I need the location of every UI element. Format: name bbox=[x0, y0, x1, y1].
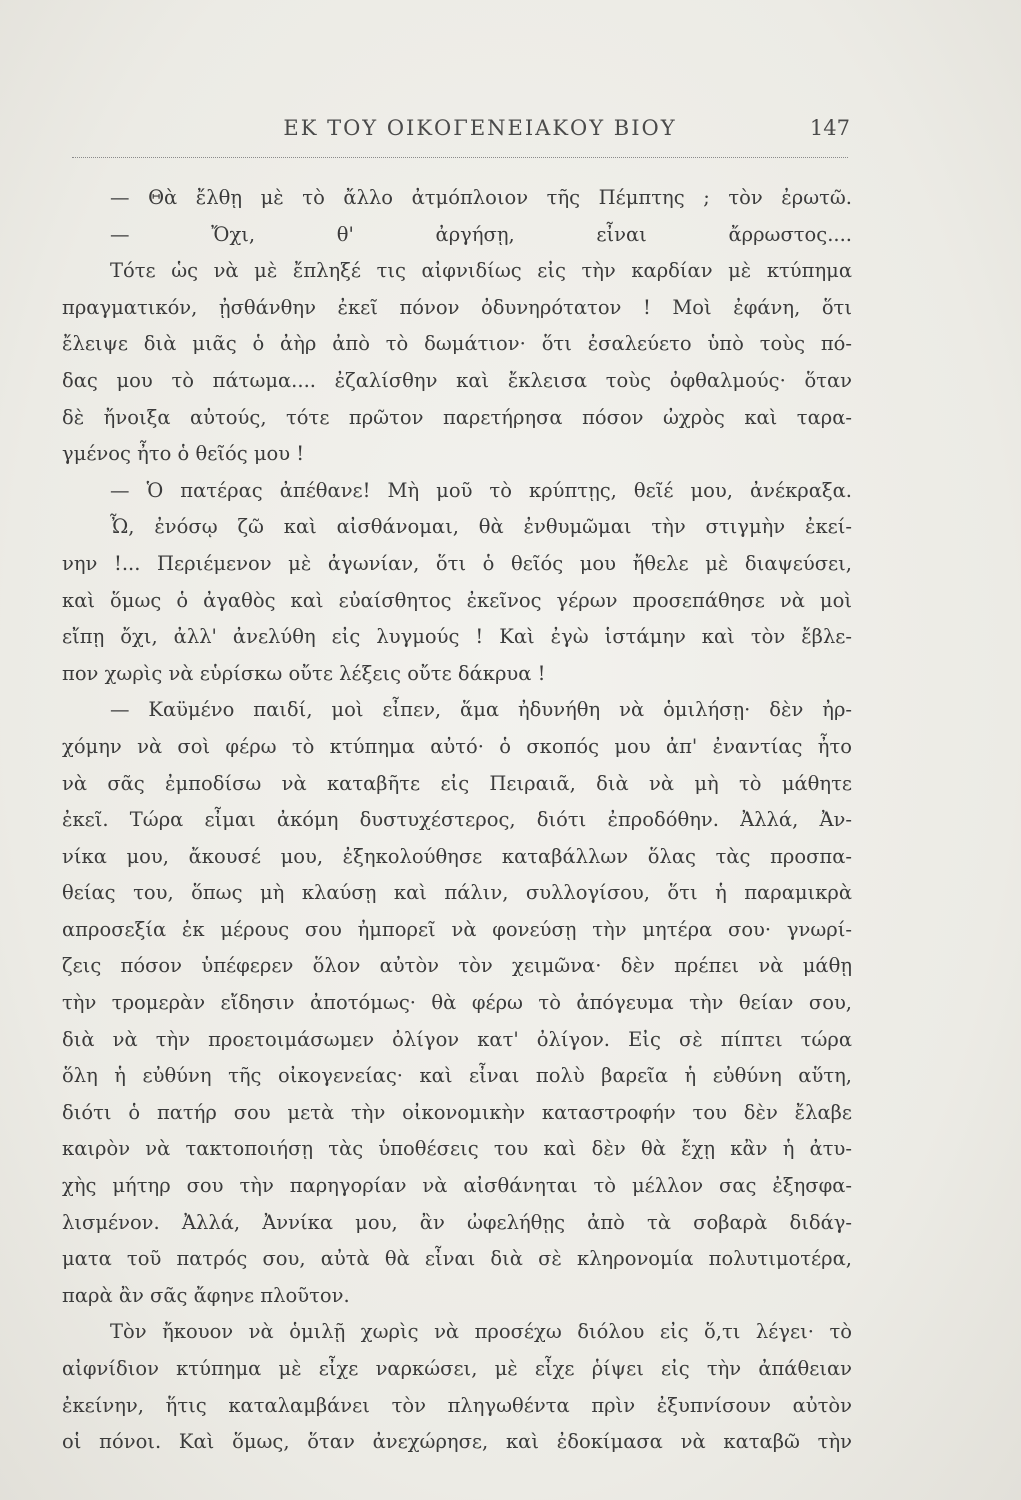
page-header bbox=[110, 116, 850, 146]
text-line: Τότε ὡς νὰ μὲ ἔπληξέ τις αἰφνιδίως εἰς τὴν καρδίαν μὲ κτύπημα bbox=[110, 259, 852, 283]
text-line: νὰ σᾶς ἐμποδίσω νὰ καταβῆτε εἰς Πειραιᾶ, διὰ νὰ μὴ τὸ μάθητε bbox=[62, 771, 852, 795]
text-line: ἐκεῖ. Τώρα εἶμαι ἀκόμη δυστυχέστερος, διότι ἐπροδόθην. Ἀλλά, Ἀν- bbox=[62, 808, 852, 832]
text-line: χὴς μήτηρ σου τὴν παρηγορίαν νὰ αἰσθάνηται τὸ μέλλον σας ἐξησφα- bbox=[62, 1174, 852, 1198]
text-line: πον χωρὶς νὰ εὑρίσκω οὔτε λέξεις οὔτε δάκρυα ! bbox=[62, 661, 546, 685]
text-line: νίκα μου, ἄκουσέ μου, ἐξηκολούθησε καταβάλλων ὅλας τὰς προσπα- bbox=[62, 844, 852, 868]
text-line: παρὰ ἂν σᾶς ἄφηνε πλοῦτον. bbox=[62, 1283, 350, 1307]
text-line: Ὦ, ἐνόσῳ ζῶ καὶ αἰσθάνομαι, θὰ ἐνθυμῶμαι τὴν στιγμὴν ἐκεί- bbox=[110, 515, 852, 539]
text-line: — Καϋμένο παιδί, μοὶ εἶπεν, ἅμα ἠδυνήθη νὰ ὁμιλήσῃ· δὲν ἠρ- bbox=[110, 698, 852, 722]
text-line: χόμην νὰ σοὶ φέρω τὸ κτύπημα αὐτό· ὁ σκοπός μου ἀπ' ἐναντίας ἦτο bbox=[62, 734, 852, 758]
text-line: ὅλη ἡ εὐθύνη τῆς οἰκογενείας· καὶ εἶναι πολὺ βαρεῖα ἡ εὐθύνη αὕτη, bbox=[62, 1064, 852, 1088]
text-line: απροσεξία ἐκ μέρους σου ἠμπορεῖ νὰ φονεύσῃ τὴν μητέρα σου· γνωρί- bbox=[62, 917, 852, 941]
text-line: διότι ὁ πατήρ σου μετὰ τὴν οἰκονομικὴν καταστροφήν του δὲν ἔλαβε bbox=[62, 1100, 852, 1124]
text-line: αἰφνίδιον κτύπημα μὲ εἶχε ναρκώσει, μὲ εἶχε ῥίψει εἰς τὴν ἀπάθειαν bbox=[62, 1357, 852, 1380]
text-line: ζεις πόσον ὑπέφερεν ὅλον αὐτὸν τὸν χειμῶνα· δὲν πρέπει νὰ μάθῃ bbox=[62, 954, 852, 978]
text-line: — Θὰ ἔλθῃ μὲ τὸ ἄλλο ἀτμόπλοιον τῆς Πέμπτης ; τὸν ἐρωτῶ. bbox=[110, 186, 852, 209]
text-line: γμένος ἦτο ὁ θεῖός μου ! bbox=[62, 442, 305, 466]
text-line: οἱ πόνοι. Καὶ ὅμως, ὅταν ἀνεχώρησε, καὶ ἐδοκίμασα νὰ καταβῶ τὴν bbox=[62, 1430, 852, 1454]
text-line: Τὸν ἤκουον νὰ ὁμιλῇ χωρὶς νὰ προσέχω διόλου εἰς ὅ,τι λέγει· τὸ bbox=[110, 1320, 852, 1344]
text-line: — Ὁ πατέρας ἀπέθανε! Μὴ μοῦ τὸ κρύπτῃς, θεῖέ μου, ἀνέκραξα. bbox=[110, 478, 852, 502]
body-text bbox=[62, 180, 852, 1461]
text-line: τὴν τρομερὰν εἴδησιν ἀποτόμως· θὰ φέρω τὸ ἀπόγευμα τὴν θείαν σου, bbox=[62, 991, 852, 1015]
text-line: νην !... Περιέμενον μὲ ἀγωνίαν, ὅτι ὁ θεῖός μου ἤθελε μὲ διαψεύσει, bbox=[62, 551, 852, 575]
text-line: ἔλειψε διὰ μιᾶς ὁ ἀὴρ ἀπὸ τὸ δωμάτιον· ὅτι ἐσαλεύετο ὑπὸ τοὺς πό- bbox=[62, 332, 852, 356]
text-line: — Ὄχι, θ' ἀργήσῃ, εἶναι ἄρρωστος.... bbox=[110, 222, 852, 246]
text-line: εἴπῃ ὄχι, ἀλλ' ἀνελύθη εἰς λυγμούς ! Καὶ ἐγὼ ἱστάμην καὶ τὸν ἔβλε- bbox=[62, 625, 852, 649]
text-line: διὰ νὰ τὴν προετοιμάσωμεν ὀλίγον κατ' ὀλίγον. Εἰς σὲ πίπτει τώρα bbox=[62, 1027, 852, 1051]
text-line: ματα τοῦ πατρός σου, αὐτὰ θὰ εἶναι διὰ σὲ κληρονομία πολυτιμοτέρα, bbox=[62, 1247, 852, 1271]
text-line: δας μου τὸ πάτωμα.... ἐζαλίσθην καὶ ἔκλεισα τοὺς ὀφθαλμούς· ὅταν bbox=[62, 368, 852, 392]
page-number: 147 bbox=[809, 116, 850, 140]
text-line: πραγματικόν, ᾐσθάνθην ἐκεῖ πόνον ὀδυνηρότατον ! Μοὶ ἐφάνη, ὅτι bbox=[62, 295, 852, 319]
running-title: ΕΚ ΤΟΥ ΟΙΚΟΓΕΝΕΙΑΚΟΥ ΒΙΟΥ bbox=[283, 116, 677, 140]
text-line: λισμένον. Ἀλλά, Ἀννίκα μου, ἂν ὠφελήθῃς ἀπὸ τὰ σοβαρὰ διδάγ- bbox=[62, 1210, 852, 1234]
header-divider bbox=[72, 157, 848, 158]
text-line: δὲ ἤνοιξα αὐτούς, τότε πρῶτον παρετήρησα πόσον ὠχρὸς καὶ ταρα- bbox=[62, 405, 852, 429]
text-line: καιρὸν νὰ τακτοποιήσῃ τὰς ὑποθέσεις του καὶ δὲν θὰ ἔχῃ κἂν ἡ ἀτυ- bbox=[62, 1137, 852, 1161]
text-line: θείας του, ὅπως μὴ κλαύσῃ καὶ πάλιν, συλλογίσου, ὅτι ἡ παραμικρὰ bbox=[62, 881, 852, 905]
text-line: ἐκείνην, ἥτις καταλαμβάνει τὸν πληγωθέντα πρὶν ἐξυπνίσουν αὐτὸν bbox=[62, 1393, 852, 1417]
text-line: καὶ ὅμως ὁ ἀγαθὸς καὶ εὐαίσθητος ἐκεῖνος γέρων προσεπάθησε νὰ μοὶ bbox=[62, 588, 852, 612]
